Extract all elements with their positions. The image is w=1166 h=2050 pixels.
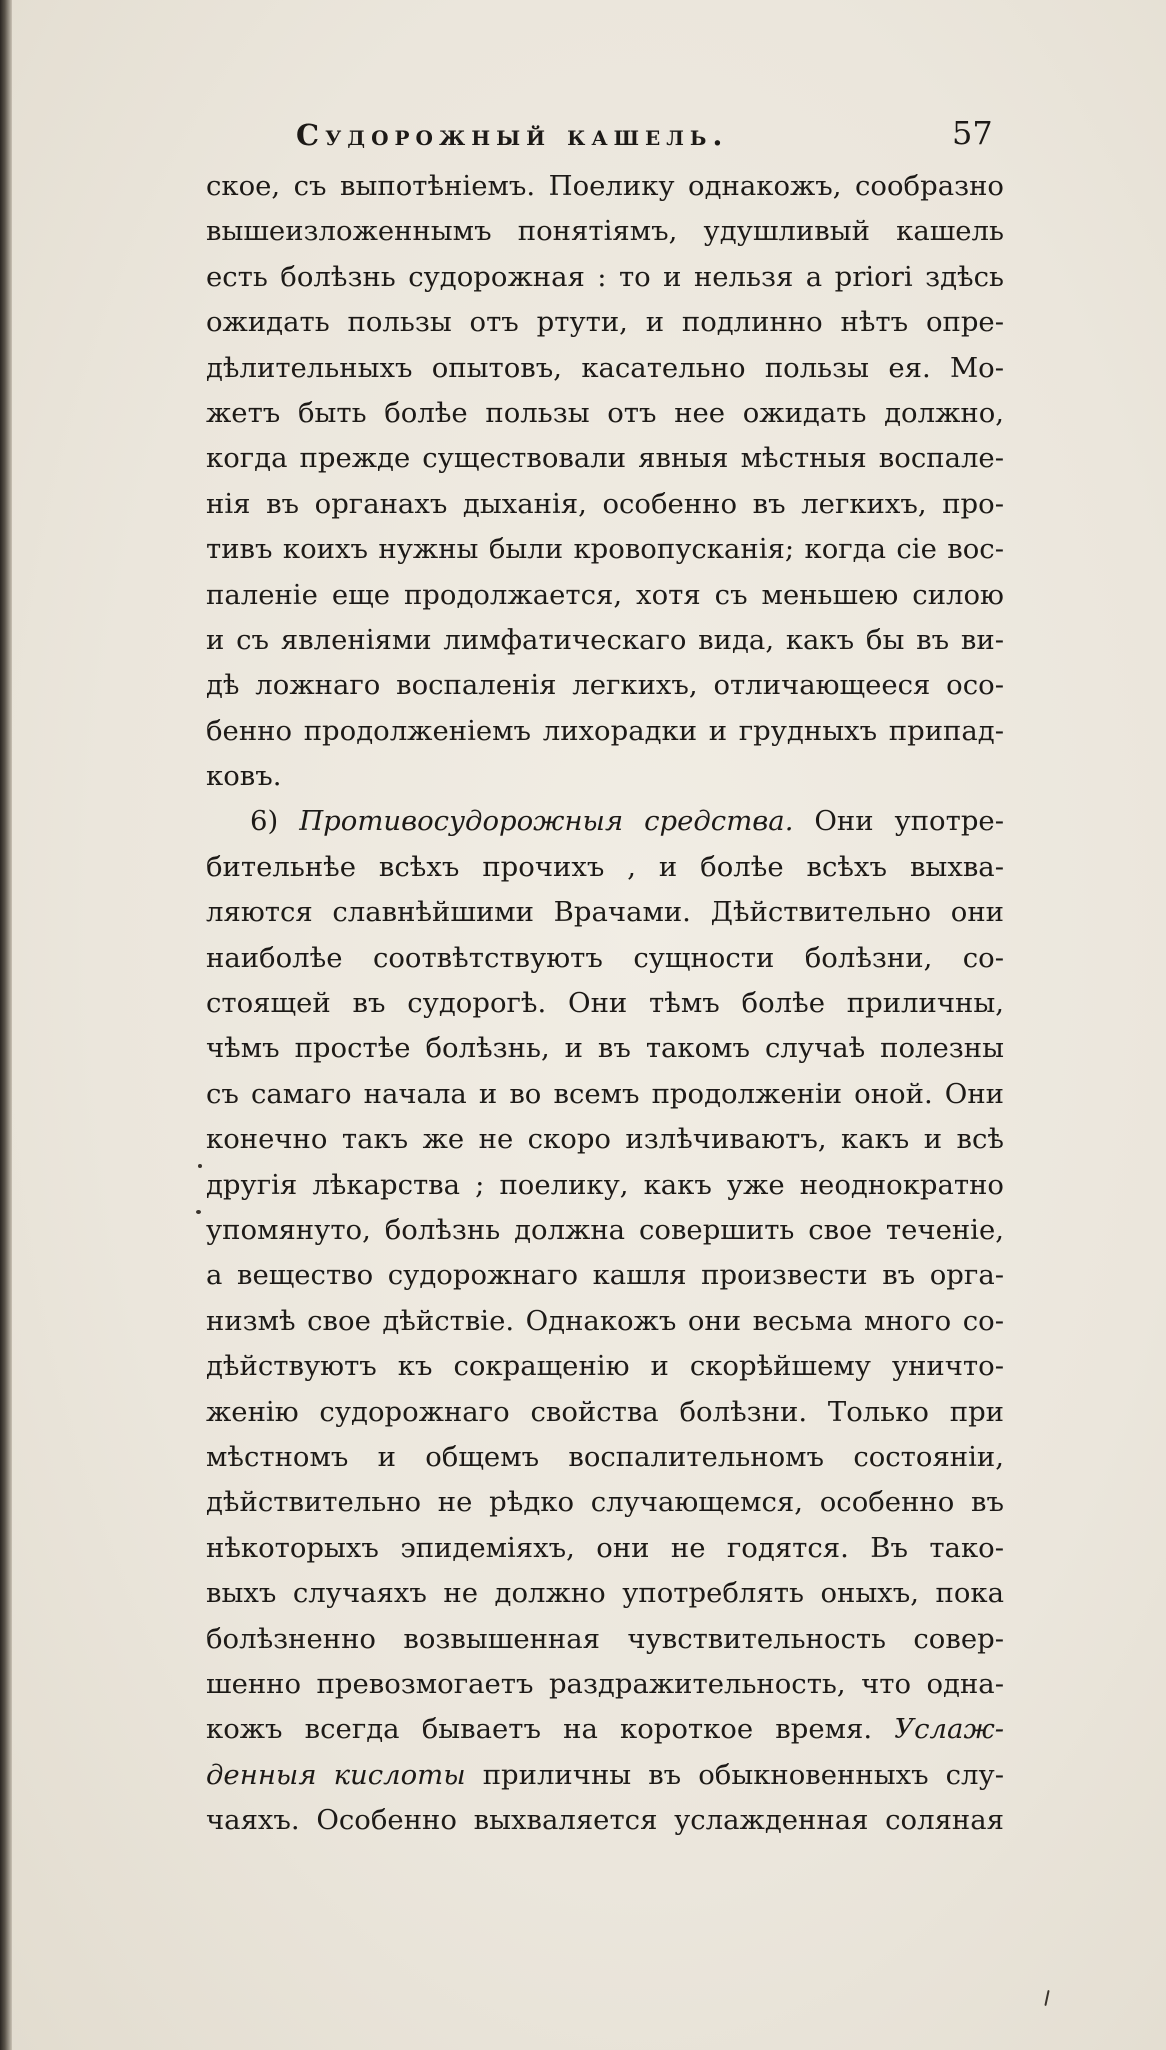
text-line: съ самаго начала и во всемъ продолженіи оной. Они xyxy=(206,1077,1004,1110)
text-line: нѣкоторыхъ эпидеміяхъ, они не годятся. Въ тако- xyxy=(206,1531,1004,1564)
ink-speck xyxy=(198,1164,202,1168)
running-title: Судорожный кашель. xyxy=(296,118,729,152)
text-line: когда прежде существовали явныя мѣстныя воспале- xyxy=(206,442,1004,475)
text-line: а вещество судорожнаго кашля произвести въ орга- xyxy=(206,1259,1004,1292)
text-line: нія въ органахъ дыханія, особенно въ легкихъ, про- xyxy=(206,487,1004,520)
text-line: паленіе еще продолжается, хотя съ меньшею силою xyxy=(206,578,1004,611)
section-heading-line xyxy=(206,799,1004,844)
text-line: низмѣ свое дѣйствіе. Однакожъ они весьма много со- xyxy=(206,1304,1004,1337)
text-line: и съ явленіями лимфатическаго вида, какъ бы въ ви- xyxy=(206,623,1004,656)
text-line: дѣйствительно не рѣдко случающемся, особенно въ xyxy=(206,1486,1004,1519)
text-line: выхъ случаяхъ не должно употреблять оныхъ, пока xyxy=(206,1577,1004,1610)
text-line: ожидать пользы отъ ртути, и подлинно нѣтъ опре- xyxy=(206,306,1004,339)
binding-edge xyxy=(0,0,12,2050)
text-line: чѣмъ простѣе болѣзнь, и въ такомъ случаѣ полезны xyxy=(206,1032,1004,1065)
text-line: другія лѣкарства ; поелику, какъ уже неоднократно xyxy=(206,1168,1004,1201)
text-line: ское, съ выпотѣніемъ. Поелику однакожъ, сообразно xyxy=(206,170,1004,202)
text-line: женію судорожнаго свойства болѣзни. Только при xyxy=(206,1395,1004,1428)
section-number: 6) xyxy=(250,805,279,838)
text-line: шенно превозмогаетъ раздражительность, что одна- xyxy=(206,1667,1004,1700)
text-line: ковъ. xyxy=(206,760,282,793)
text-line: жетъ быть болѣе пользы отъ нее ожидать должно, xyxy=(206,396,1004,429)
text-line: бенно продолженіемъ лихорадки и грудныхъ припад- xyxy=(206,714,1004,747)
text-line: есть болѣзнь судорожная : то и нельзя a priori здѣсь xyxy=(206,260,1004,293)
text-line: мѣстномъ и общемъ воспалительномъ состояніи, xyxy=(206,1440,1004,1473)
ink-speck xyxy=(1044,1990,1049,2006)
text-line-with-italic xyxy=(206,1707,1004,1752)
text-line: дѣлительныхъ опытовъ, касательно пользы ея. Мо- xyxy=(206,351,1004,384)
text-line: тивъ коихъ нужны были кровопусканія; когда сіе вос- xyxy=(206,533,1004,566)
text-fragment: приличны въ обыкновенныхъ слу- xyxy=(482,1758,1004,1791)
section-heading: Противосудорожныя средства. xyxy=(299,805,794,838)
italic-term: Услаж- xyxy=(894,1713,1004,1746)
text-line: бительнѣе всѣхъ прочихъ , и болѣе всѣхъ выхва- xyxy=(206,850,1004,883)
text-line: конечно такъ же не скоро излѣчиваютъ, какъ и всѣ xyxy=(206,1123,1004,1156)
page-number: 57 xyxy=(952,114,993,152)
text-line: стоящей въ судорогѣ. Они тѣмъ болѣе приличны, xyxy=(206,987,1004,1020)
text-line: ляются славнѣйшими Врачами. Дѣйствительно они xyxy=(206,896,1004,929)
text-fragment: кожъ всегда бываетъ на короткое время. xyxy=(206,1713,873,1746)
ink-speck xyxy=(196,1210,201,1214)
italic-term: денныя кислоты xyxy=(206,1758,466,1791)
text-line: наиболѣе соотвѣтствуютъ сущности болѣзни, со- xyxy=(206,941,1004,974)
text-line: дѣйствуютъ къ сокращенію и скорѣйшему уничто- xyxy=(206,1350,1004,1383)
text-line: упомянуто, болѣзнь должна совершить свое теченіе, xyxy=(206,1213,1004,1246)
text-line: чаяхъ. Особенно выхваляется услажденная соляная xyxy=(206,1804,1004,1837)
text-line: болѣзненно возвышенная чувствительность совер- xyxy=(206,1622,1004,1655)
text-fragment: Они употре- xyxy=(814,805,1004,838)
body-text xyxy=(206,164,1004,1843)
text-line-with-italic xyxy=(206,1753,1004,1798)
text-line: вышеизложеннымъ понятіямъ, удушливый кашель xyxy=(206,215,1004,248)
text-line: дѣ ложнаго воспаленія легкихъ, отличающееся осо- xyxy=(206,669,1004,702)
